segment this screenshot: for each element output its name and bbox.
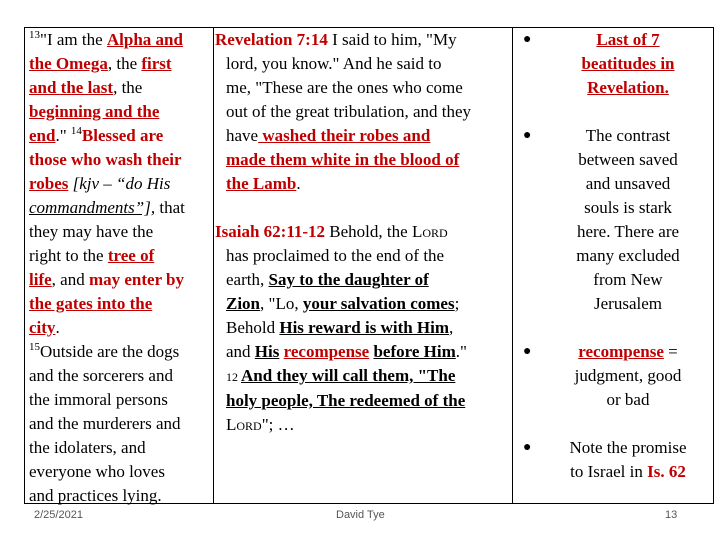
highlight-alpha-omega: the Omega: [29, 54, 108, 73]
col1-line-15: and the sorcerers and: [29, 366, 173, 385]
col1-line-1: $^{13}$"I am the Alpha and: [29, 29, 183, 49]
verse-number: 14: [70, 125, 82, 137]
scripture-reference: Is. 62: [647, 462, 686, 481]
bullet-recompense: ● recompense = judgment, good or bad: [523, 342, 682, 409]
footer-author: David Tye: [336, 509, 385, 521]
bullet-contrast: ● The contrast between saved and unsaved souls is stark here. There are many excluded from New Jerusalem: [523, 126, 680, 313]
col2-line-12: Behold His reward is with Him,: [226, 318, 454, 337]
highlight-holy-people: holy people, The redeemed of the: [226, 391, 466, 410]
col1-line-11: life, and may enter by: [29, 270, 185, 289]
highlight-blessed: Blessed are: [81, 126, 164, 145]
col2-line-1: Revelation 7:14 I said to him, "My: [215, 30, 457, 49]
cross-reference-column: [215, 28, 510, 437]
revelation-22-column: [29, 28, 211, 508]
col2-line-6: [215, 148, 510, 172]
col1-line-17: and the murderers and: [29, 414, 181, 433]
bullet-dot-icon: ●: [523, 128, 532, 143]
col2-line-5: have washed their robes and: [226, 126, 431, 145]
col2-line-11: Zion, "Lo, your salvation comes;: [226, 294, 460, 313]
bullet-dot-icon: ●: [523, 344, 532, 359]
col2-line-9: has proclaimed to the end of the: [226, 246, 445, 265]
highlight-call-them: And they will call them, "The: [241, 366, 456, 385]
col1-line-6: [29, 148, 211, 172]
footer-date: 2/25/2021: [34, 509, 83, 521]
col1-line-13: city.: [29, 318, 60, 337]
col1-line-14: $^{15}$Outside are the dogs: [29, 341, 180, 361]
col1-line-18: the idolaters, and: [29, 438, 146, 457]
highlight-alpha-omega: Alpha and: [106, 30, 183, 49]
bullet-dot-icon: ●: [523, 440, 532, 455]
highlight-first: first: [141, 54, 172, 73]
col2-line-10: earth, Say to the daughter of: [226, 270, 429, 289]
highlight-tree-of-life: tree of: [107, 246, 155, 265]
scripture-reference: Revelation 7:14: [215, 30, 328, 49]
col1-line-4: [29, 100, 211, 124]
highlight-beginning-end: beginning and the: [29, 102, 160, 121]
column-divider-2: [512, 28, 513, 503]
column-divider-1: [213, 28, 214, 503]
highlight-salvation: your salvation comes: [302, 294, 455, 313]
col1-line-19: everyone who loves: [29, 462, 165, 481]
highlight-made-white: made them white in the blood of: [226, 150, 460, 169]
highlight-recompense: recompense: [283, 342, 370, 361]
col1-line-8: commandments”], that: [29, 198, 185, 217]
bullet-dot-icon: ●: [523, 32, 532, 47]
highlight-beginning-end: end: [29, 126, 56, 145]
highlight-enter-city: city: [29, 318, 56, 337]
col2-line-4: out of the great tribulation, and they: [226, 102, 472, 121]
col3-blank-line: [517, 100, 713, 124]
verse-number: 12: [226, 370, 241, 384]
bullet-promise: ● Note the promise to Israel in Is. 62: [523, 438, 687, 481]
col2-line-14: [215, 364, 510, 389]
col2-line-16: Lord"; …: [226, 415, 295, 434]
commentary-column: [517, 28, 713, 484]
highlight-his: His: [254, 342, 280, 361]
kjv-note: [kjv – “do His: [68, 174, 171, 193]
col1-line-3: and the last, the: [29, 78, 143, 97]
highlight-robes: robes: [29, 174, 69, 193]
highlight-reward: His reward is with Him: [279, 318, 450, 337]
bullet-beatitudes: ● Last of 7 beatitudes in Revelation.: [523, 30, 675, 97]
verse-table: [24, 27, 714, 504]
verse-number: 13: [29, 29, 40, 41]
highlight-enter-city: may enter by: [88, 270, 185, 289]
verse-number: 15: [29, 341, 40, 353]
divine-name: Lord: [226, 415, 262, 434]
col2-blank-line: [215, 196, 510, 220]
col1-line-16: the immoral persons: [29, 390, 168, 409]
kjv-note: commandments”],: [29, 198, 156, 217]
col2-line-13: and His recompense before Him.": [226, 342, 467, 361]
col1-line-7: [29, 172, 211, 196]
col1-line-9: they may have the: [29, 222, 154, 241]
highlight-lamb: the Lamb: [226, 174, 297, 193]
col1-line-5: end." $^{14}$Blessed are: [29, 125, 164, 145]
col2-line-3: me, "These are the ones who come: [226, 78, 463, 97]
divine-name: Lord: [411, 222, 448, 241]
footer-page-number: 13: [665, 509, 678, 521]
col2-line-15: [215, 389, 510, 413]
highlight-washed-robes: washed their robes and: [258, 126, 431, 145]
highlight-enter-city: the gates into the: [29, 294, 153, 313]
highlight-tree-of-life: life: [29, 270, 52, 289]
col2-line-7: the Lamb.: [226, 174, 301, 193]
col1-line-2: the Omega, the first: [29, 54, 172, 73]
col3-blank-line: [517, 316, 713, 340]
col1-line-10: right to the tree of: [29, 246, 155, 265]
highlight-recompense: recompense: [578, 342, 664, 361]
col2-line-8: Isaiah 62:11-12 Behold, the Lord: [215, 222, 448, 241]
highlight-zion: Zion: [226, 294, 261, 313]
highlight-last: and the last: [29, 78, 114, 97]
highlight-blessed: those who wash their: [29, 150, 182, 169]
col1-line-12: [29, 292, 211, 316]
col1-line-20: and practices lying.: [29, 486, 162, 505]
col3-blank-line: [517, 412, 713, 436]
highlight-before-him: before Him: [373, 342, 456, 361]
scripture-reference: Isaiah 62:11-12: [215, 222, 326, 241]
highlight-say-daughter: Say to the daughter of: [268, 270, 429, 289]
col2-line-2: lord, you know." And he said to: [226, 54, 442, 73]
